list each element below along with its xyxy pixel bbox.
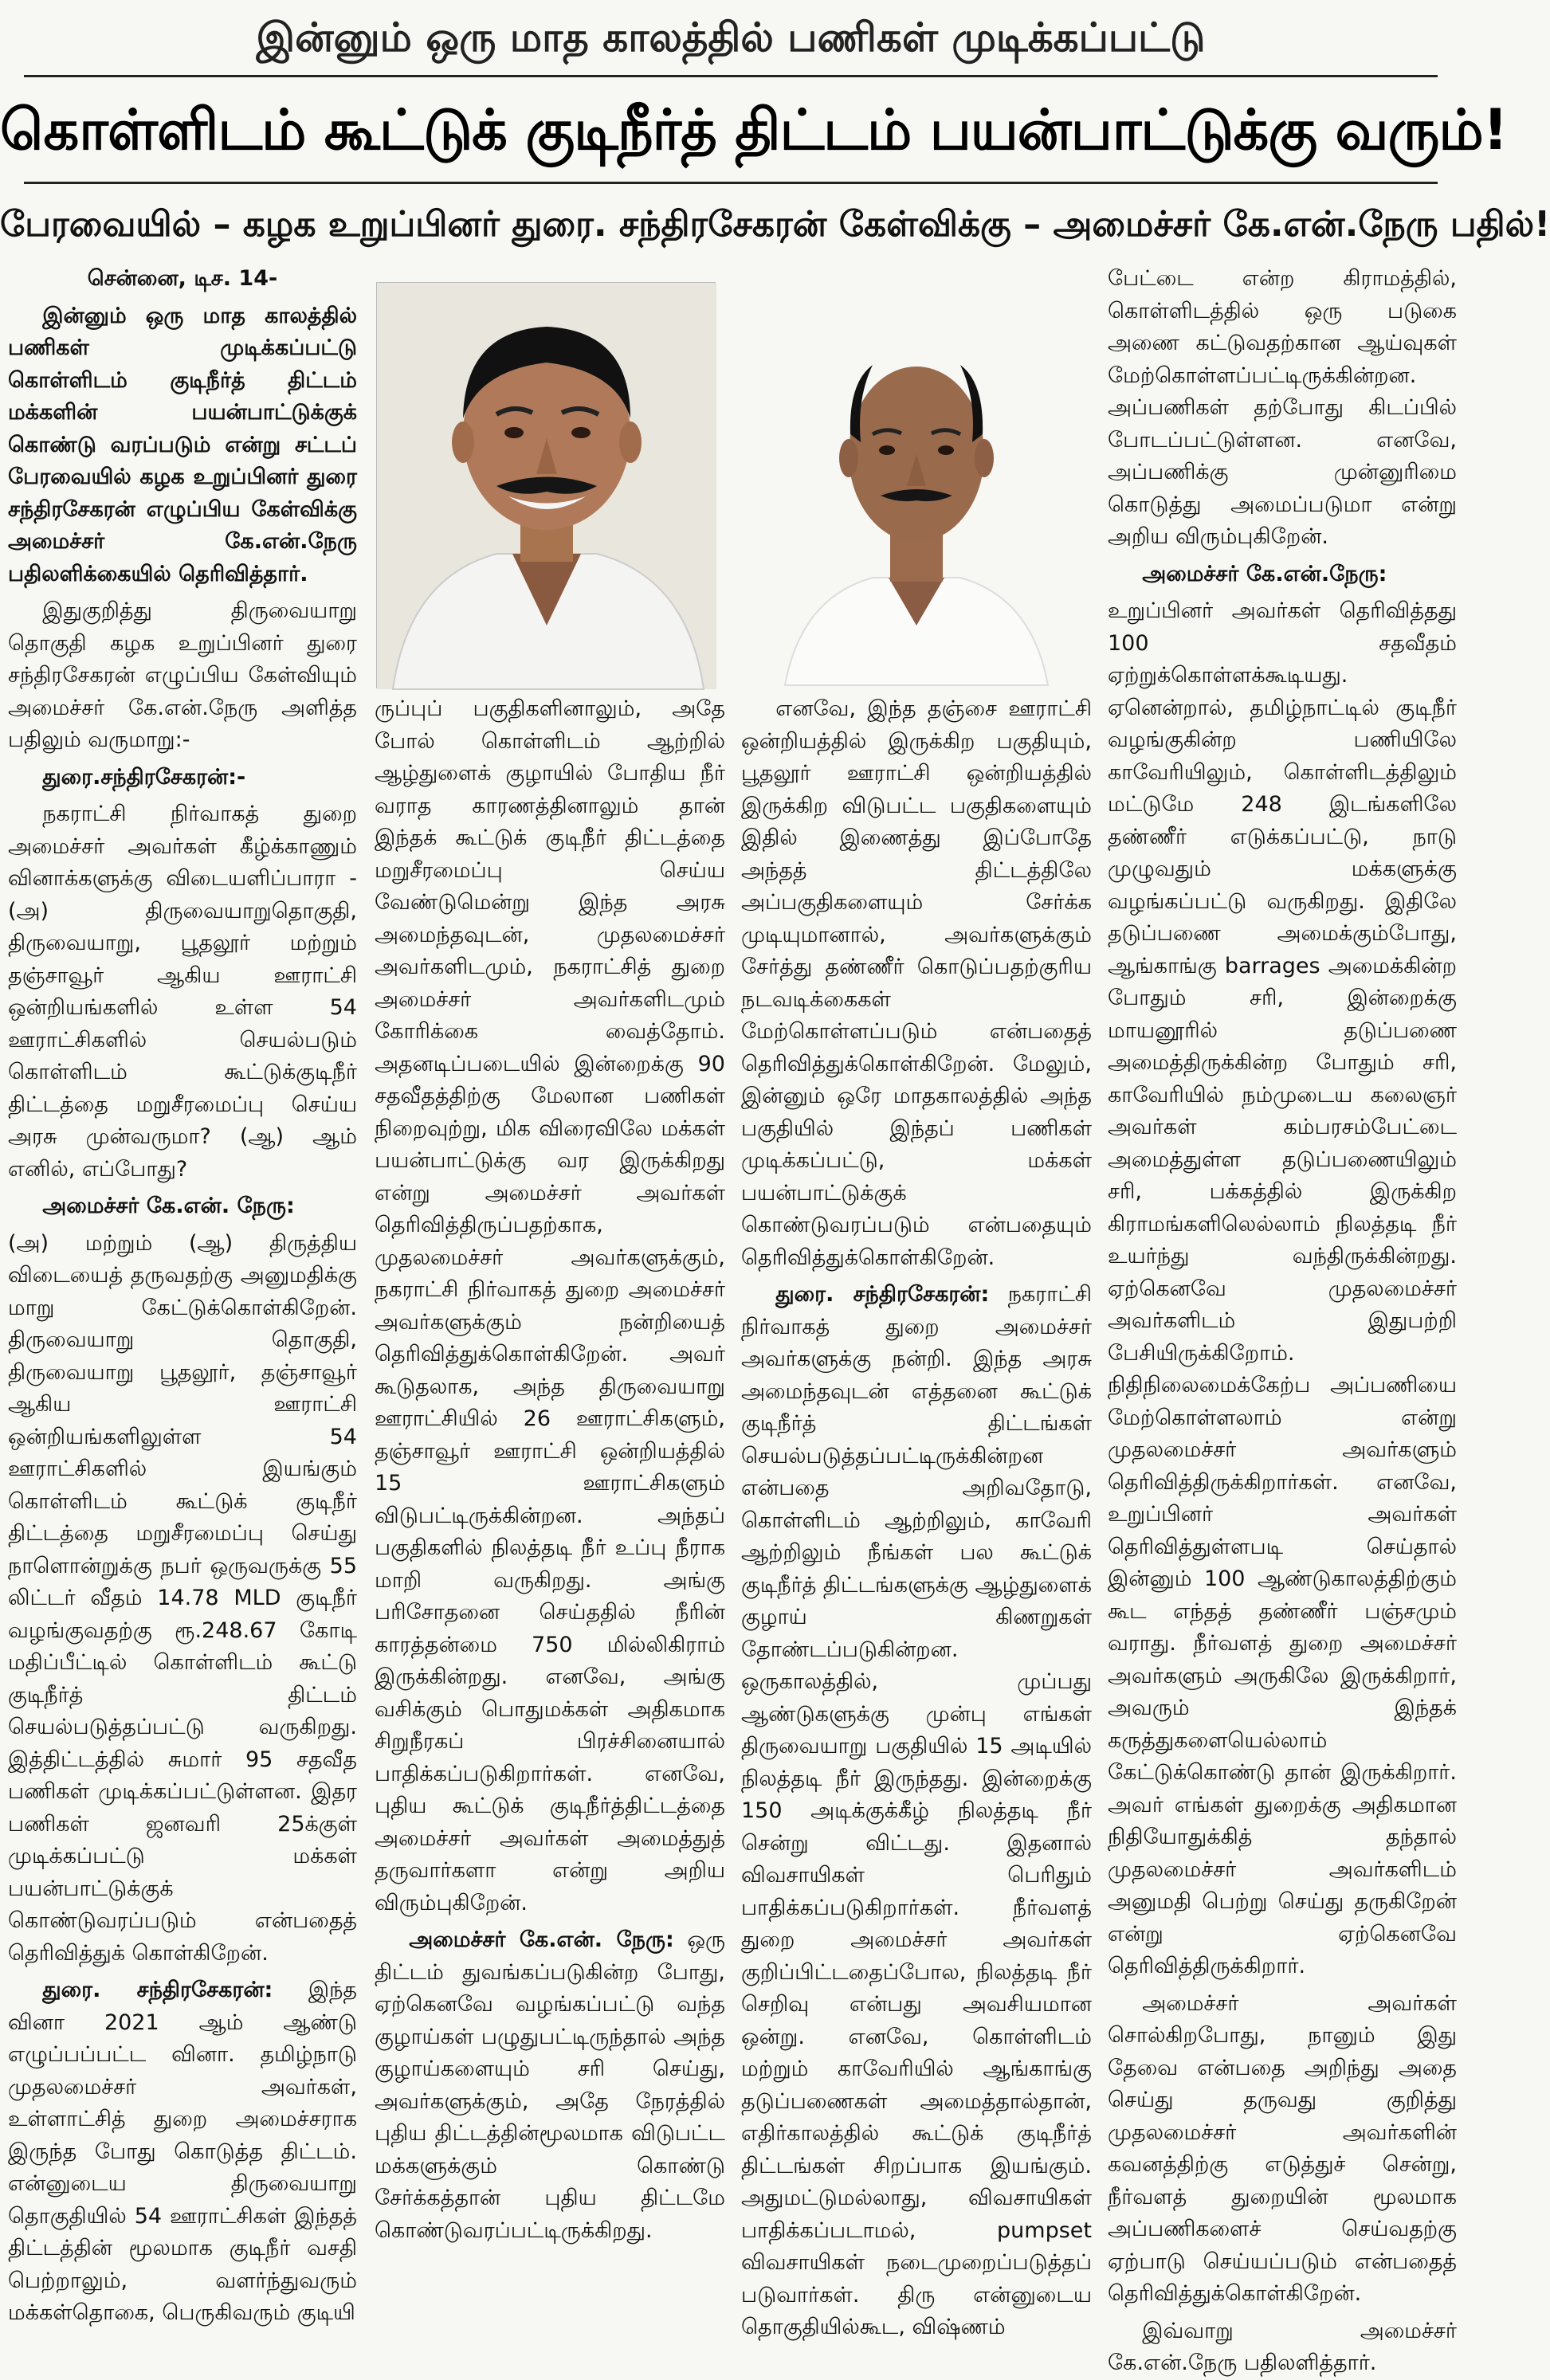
paragraph: ருப்புப் பகுதிகளினாலும், அதே போல் கொள்ளிடம் ஆற்றில் ஆழ்துளைக் குழாயில் போதிய நீர் வராத காரணத்தினாலும் தான் இந்தக் கூட்டுக் குடிநீர் திட்டத்தை மறுசீரமைப்பு செய்ய வேண்டுமென்று இந்த அரசு அமைந்தவுடன், முதலமைச்சர் அவர்களிடமும், நகராட்சித் துறை அமைச்சர் அவர்களிடமும் கோரிக்கை வைத்தோம். அதனடிப்படையில் இன்றைக்கு 90 சதவீதத்திற்கு மேலான பணிகள் நிறைவுற்று, மிக விரைவிலே மக்கள் பயன்பாட்டுக்கு வர இருக்கிறது என்று அமைச்சர் அவர்கள் தெரிவித்திருப்பதற்காக, முதலமைச்சர் அவர்களுக்கும், நகராட்சி நிர்வாகத் துறை அமைச்சர் அவர்களுக்கும் நன்றியைத் தெரிவித்துக்கொள்கிறேன். அவர் கூடுதலாக, அந்த திருவையாறு ஊராட்சியில் 26 ஊராட்சிகளும், தஞ்சாவூர் ஊராட்சி ஒன்றியத்தில் 15 ஊராட்சிகளும் விடுபட்டிருக்கின்றன. அந்தப் பகுதிகளில் நிலத்தடி நீர் உப்பு நீராக மாறி வருகிறது. அங்கு பரிசோதனை செய்ததில் நீரின் காரத்தன்மை 750 மில்லிகிராம் இருக்கின்றது. எனவே, அங்கு வசிக்கும் பொதுமக்கள் அதிகமாக சிறுநீரகப் பிரச்சினையால் பாதிக்கப்படுகிறார்கள். எனவே, புதிய கூட்டுக் குடிநீர்த்திட்டத்தை அமைச்சர் அவர்கள் அமைத்துத் தருவார்களா என்று அறிய விரும்புகிறேன். [375,696,725,1915]
article-column-1 [8,263,357,2325]
speaker-label: அமைச்சர் கே.என்.நேரு: [1142,561,1387,586]
portrait-1-image [377,283,716,689]
speaker-label: துரை. சந்திரசேகரன்: [775,1282,990,1307]
kicker-rule [24,75,1438,77]
article-column-3 [741,693,1092,2339]
paragraph: அமைச்சர் அவர்கள் சொல்கிறபோது, நானும் இது தேவை என்பதை அறிந்து அதை செய்து தருவது குறித்து முதலமைச்சர் அவர்களின் கவனத்திற்கு எடுத்துச் சென்று, நீர்வளத் துறையின் மூலமாக அப்பணிகளைச் செய்வதற்கு ஏற்பாடு செய்யப்படும் என்பதைத் தெரிவித்துக்கொள்கிறேன். [1108,1990,1457,2306]
speaker-label: அமைச்சர் கே.என். நேரு: [42,1194,295,1218]
paragraph: எனவே, இந்த தஞ்சை ஊராட்சி ஒன்றியத்தில் இருக்கிற பகுதியும், பூதலூர் ஊராட்சி ஒன்றியத்தில் இருக்கிற விடுபட்ட பகுதிகளையும் இதில் இணைத்து இப்போதே அந்தத் திட்டத்திலே அப்பகுதிகளையும் சேர்க்க முடியுமானால், அவர்களுக்கும் சேர்த்து தண்ணீர் கொடுப்பதற்குரிய நடவடிக்கைகள் மேற்கொள்ளப்படும் என்பதைத் தெரிவித்துக்கொள்கிறேன். மேலும், இன்னும் ஒரே மாதகாலத்தில் அந்த பகுதியில் இந்தப் பணிகள் முடிக்கப்பட்டு, மக்கள் பயன்பாட்டுக்குக் கொண்டுவரப்படும் என்பதையும் தெரிவித்துக்கொள்கிறேன். [741,696,1092,1270]
photo-speaker-1 [376,282,716,688]
paragraph: (அ) மற்றும் (ஆ) திருத்திய விடையைத் தருவதற்கு அனுமதிக்கு மாறு கேட்டுக்கொள்கிறேன். திருவையாறு தொகுதி, திருவையாறு பூதலூர், தஞ்சாவூர் ஆகிய ஊராட்சி ஒன்றியங்களிலுள்ள 54 ஊராட்சிகளில் இயங்கும் கொள்ளிடம் கூட்டுக் குடிநீர் திட்டத்தை மறுசீரமைப்பு செய்து நாளொன்றுக்கு நபர் ஒருவருக்கு 55 லிட்டர் வீதம் 14.78 MLD குடிநீர் வழங்குவதற்கு ரூ.248.67 கோடி மதிப்பீட்டில் கொள்ளிடம் கூட்டு குடிநீர்த் திட்டம் செயல்படுத்தப்பட்டு வருகிறது. இத்திட்டத்தில் சுமார் 95 சதவீத பணிகள் முடிக்கப்பட்டுள்ளன. இதர பணிகள் ஜனவரி 25க்குள் முடிக்கப்பட்டு மக்கள் பயன்பாட்டுக்குக் கொண்டுவரப்படும் என்பதைத் தெரிவித்துக் கொள்கிறேன். [8,1230,357,1966]
paragraph: உறுப்பினர் அவர்கள் தெரிவித்தது 100 சதவீதம் ஏற்றுக்கொள்ளக்கூடியது. ஏனென்றால், தமிழ்நாட்டில் குடிநீர் வழங்குகின்ற பணியிலே காவேரியிலும், கொள்ளிடத்திலும் மட்டுமே 248 இடங்களிலே தண்ணீர் எடுக்கப்பட்டு, நாடு முழுவதும் மக்களுக்கு வழங்கப்பட்டு வருகிறது. இதிலே தடுப்பணை அமைக்கும்போது, ஆங்காங்கு barrages அமைக்கின்ற போதும் சரி, இன்றைக்கு மாயனூரில் தடுப்பணை அமைத்திருக்கின்ற போதும் சரி, காவேரியில் நம்முடைய கலைஞர் அவர்கள் கம்பரசம்பேட்டை அமைத்துள்ள தடுப்பணையிலும் சரி, பக்கத்தில் இருக்கிற கிராமங்களிலெல்லாம் நிலத்தடி நீர் உயர்ந்து வந்திருக்கின்றது. ஏற்கெனவே முதலமைச்சர் அவர்களிடம் இதுபற்றி பேசியிருக்கிறோம். நிதிநிலைமைக்கேற்ப அப்பணியை மேற்கொள்ளலாம் என்று முதலமைச்சர் அவர்களும் தெரிவித்திருக்கிறார்கள். எனவே, உறுப்பினர் அவர்கள் தெரிவித்துள்ளபடி செய்தால் இன்னும் 100 ஆண்டுகாலத்திற்கும் கூட எந்தத் தண்ணீர் பஞ்சமும் வராது. நீர்வளத் துறை அமைச்சர் அவர்களும் அருகிலே இருக்கிறார், அவரும் இந்தக் கருத்துகளையெல்லாம் கேட்டுக்கொண்டு தான் இருக்கிறார். அவர் எங்கள் துறைக்கு அதிகமான நிதியோதுக்கித் தந்தால் முதலமைச்சர் அவர்களிடம் அனுமதி பெற்று செய்து தருகிறேன் என்று ஏற்கெனவே தெரிவித்திருக்கிறார். [1108,598,1457,1978]
speaker-label: அமைச்சர் கே.என். நேரு: [409,1927,674,1952]
photo-speaker-2 [737,263,1096,685]
speaker-label: துரை.சந்திரசேகரன்:- [42,764,246,790]
paragraph: இதுகுறித்து திருவையாறு தொகுதி கழக உறுப்பினர் துரை சந்திரசேகரன் எழுப்பிய கேள்வியும் அமைச்சர் கே.என்.நேரு அளித்த பதிலும் வருமாறு:- [8,598,357,752]
kicker-headline: இன்னும் ஒரு மாத காலத்தில் பணிகள் முடிக்கப்பட்டு [256,14,1206,61]
speaker-label: துரை. சந்திரசேகரன்: [42,1978,273,2002]
paragraph: பேட்டை என்ற கிராமத்தில், கொள்ளிடத்தில் ஒரு படுகை அணை கட்டுவதற்கான ஆய்வுகள் மேற்கொள்ளப்பட்டிருக்கின்றன. அப்பணிகள் தற்போது கிடப்பில் போடப்பட்டுள்ளன. எனவே, அப்பணிக்கு முன்னுரிமை கொடுத்து அமைப்படுமா என்று அறிய விரும்புகிறேன். [1108,266,1457,549]
subheadline: பேரவையில் – கழக உறுப்பினர் துரை. சந்திரசேகரன் கேள்விக்கு – அமைச்சர் கே.என்.நேரு பதில்! [0,204,1550,245]
article-column-2 [375,693,725,2279]
lead-paragraph: இன்னும் ஒரு மாத காலத்தில் பணிகள் முடிக்கப்பட்டு கொள்ளிடம் குடிநீர்த் திட்டம் மக்களின் பயன்பாட்டுக்குக் கொண்டு வரப்படும் என்று சட்டப் பேரவையில் கழக உறுப்பினர் துரை சந்திரசேகரன் எழுப்பிய கேள்விக்கு அமைச்சர் கே.என்.நேரு பதிலளிக்கையில் தெரிவித்தார். [8,303,357,586]
paragraph: இந்த வினா 2021 ஆம் ஆண்டு எழுப்பப்பட்ட வினா. தமிழ்நாடு முதலமைச்சர் அவர்கள், உள்ளாட்சித் துறை அமைச்சராக இருந்த போது கொடுத்த திட்டம். என்னுடைய திருவையாறு தொகுதியில் 54 ஊராட்சிகள் இந்தத் திட்டத்தின் மூலமாக குடிநீர் வசதி பெற்றாலும், வளர்ந்துவரும் மக்கள்தொகை, பெருகிவரும் குடியி [8,1978,357,2325]
paragraph: நகராட்சி நிர்வாகத் துறை அமைச்சர் அவர்களுக்கு நன்றி. இந்த அரசு அமைந்தவுடன் எத்தனை கூட்டுக் குடிநீர்த் திட்டங்கள் செயல்படுத்தப்பட்டிருக்கின்றன என்பதை அறிவதோடு, கொள்ளிடம் ஆற்றிலும், காவேரி ஆற்றிலும் நீங்கள் பல கூட்டுக் குடிநீர்த் திட்டங்களுக்கு ஆழ்துளைக் குழாய் கிணறுகள் தோண்டப்படுகின்றன. ஒருகாலத்தில், முப்பது ஆண்டுகளுக்கு முன்பு எங்கள் திருவையாறு பகுதியில் 15 அடியில் நிலத்தடி நீர் இருந்தது. இன்றைக்கு 150 அடிக்குக்கீழ் நிலத்தடி நீர் சென்று விட்டது. இதனால் விவசாயிகள் பெரிதும் பாதிக்கப்படுகிறார்கள். நீர்வளத் துறை அமைச்சர் அவர்கள் குறிப்பிட்டதைப்போல, நிலத்தடி நீர் செறிவு என்பது அவசியமான ஒன்று. எனவே, கொள்ளிடம் மற்றும் காவேரியில் ஆங்காங்கு தடுப்பணைகள் அமைத்தால்தான், எதிர்காலத்தில் கூட்டுக் குடிநீர்த் திட்டங்கள் சிறப்பாக இயங்கும். அதுமட்டுமல்லாது, விவசாயிகள் பாதிக்கப்படாமல், pumpset விவசாயிகள் நடைமுறைப்படுத்தப் படுவார்கள். திரு என்னுடைய தொகுதியில்கூட, விஷ்ணம் [741,1282,1092,2339]
main-headline: கொள்ளிடம் கூட்டுக் குடிநீர்த் திட்டம் பயன்பாட்டுக்கு வரும்! [0,97,1508,163]
headline-rule [24,182,1438,184]
portrait-2-image [737,263,1096,685]
closing-paragraph: இவ்வாறு அமைச்சர் கே.என்.நேரு பதிலளித்தார். [1108,2318,1457,2375]
paragraph: ஒரு திட்டம் துவங்கப்படுகின்ற போது, ஏற்கெனவே வழங்கப்பட்டு வந்த குழாய்கள் பழுதுபட்டிருந்தால் அந்த குழாய்களையும் சரி செய்து, அவர்களுக்கும், அதே நேரத்தில் புதிய திட்டத்தின்மூலமாக விடுபட்ட மக்களுக்கும் கொண்டு சேர்க்கத்தான் புதிய திட்டமே கொண்டுவரப்பட்டிருக்கிறது. [375,1927,725,2243]
paragraph: நகராட்சி நிர்வாகத் துறை அமைச்சர் அவர்கள் கீழ்க்காணும் வினாக்களுக்கு விடையளிப்பாரா - (அ) திருவையாறுதொகுதி, திருவையாறு, பூதலூர் மற்றும் தஞ்சாவூர் ஆகிய ஊராட்சி ஒன்றியங்களில் உள்ள 54 ஊராட்சிகளில் செயல்படும் கொள்ளிடம் கூட்டுக்குடிநீர் திட்டத்தை மறுசீரமைப்பு செய்ய அரசு முன்வருமா? (ஆ) ஆம் எனில், எப்போது? [8,802,357,1182]
dateline: சென்னை, டிச. 14- [87,266,278,291]
article-column-4 [1108,263,1457,2375]
